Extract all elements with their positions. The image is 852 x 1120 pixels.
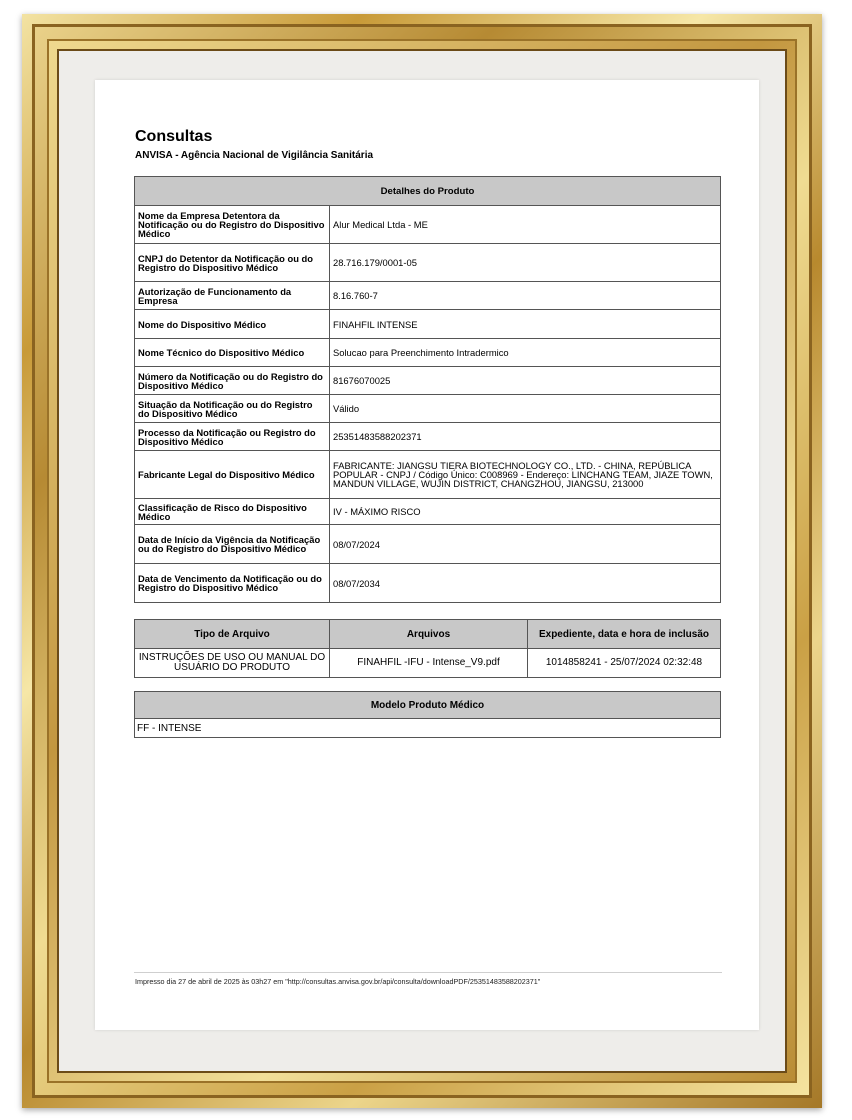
- row-label: Fabricante Legal do Dispositivo Médico: [135, 451, 330, 499]
- file-name-link[interactable]: FINAHFIL -IFU - Intense_V9.pdf: [330, 649, 528, 678]
- file-expedient-cell: 1014858241 - 25/07/2024 02:32:48: [528, 649, 721, 678]
- table-row: [135, 339, 721, 367]
- table-row: [135, 282, 721, 310]
- table-row: [135, 206, 721, 244]
- row-value: FINAHFIL INTENSE: [330, 310, 721, 339]
- files-col-files: Arquivos: [330, 620, 528, 649]
- page-title: Consultas: [135, 128, 213, 145]
- model-heading: Modelo Produto Médico: [135, 692, 721, 719]
- row-value: 25351483588202371: [330, 423, 721, 451]
- row-label: Número da Notificação ou do Registro do Dispositivo Médico: [135, 367, 330, 395]
- row-value: 8.16.760-7: [330, 282, 721, 310]
- table-row: [135, 649, 721, 678]
- row-value: Solucao para Preenchimento Intradermico: [330, 339, 721, 367]
- row-value: 81676070025: [330, 367, 721, 395]
- row-label: Autorização de Funcionamento da Empresa: [135, 282, 330, 310]
- file-type-cell: INSTRUÇÕES DE USO OU MANUAL DO USUÁRIO DO PRODUTO: [135, 649, 330, 678]
- row-label: Classificação de Risco do Dispositivo Médico: [135, 499, 330, 525]
- row-value: 08/07/2024: [330, 525, 721, 564]
- row-label: Nome da Empresa Detentora da Notificação ou do Registro do Dispositivo Médico: [135, 206, 330, 244]
- files-table: [134, 619, 721, 678]
- model-header-row: [135, 692, 721, 719]
- files-header-row: [135, 620, 721, 649]
- row-label: Nome Técnico do Dispositivo Médico: [135, 339, 330, 367]
- model-value: FF - INTENSE: [135, 719, 721, 738]
- row-label: Processo da Notificação ou Registro do Dispositivo Médico: [135, 423, 330, 451]
- row-label: Nome do Dispositivo Médico: [135, 310, 330, 339]
- details-header-row: [135, 177, 721, 206]
- table-row: [135, 451, 721, 499]
- row-label: CNPJ do Detentor da Notificação ou do Registro do Dispositivo Médico: [135, 244, 330, 282]
- table-row: [135, 395, 721, 423]
- model-table: [134, 691, 721, 738]
- row-label: Situação da Notificação ou do Registro do Dispositivo Médico: [135, 395, 330, 423]
- product-details-table: [134, 176, 721, 603]
- row-label: Data de Vencimento da Notificação ou do Registro do Dispositivo Médico: [135, 564, 330, 603]
- page-subtitle: ANVISA - Agência Nacional de Vigilância Sanitária: [135, 150, 374, 161]
- row-label: Data de Início da Vigência da Notificação ou do Registro do Dispositivo Médico: [135, 525, 330, 564]
- table-row: [135, 244, 721, 282]
- files-col-type: Tipo de Arquivo: [135, 620, 330, 649]
- row-value: 08/07/2034: [330, 564, 721, 603]
- row-value: Válido: [330, 395, 721, 423]
- table-row: [135, 564, 721, 603]
- table-row: [135, 499, 721, 525]
- document-page: [95, 80, 759, 1030]
- row-value: 28.716.179/0001-05: [330, 244, 721, 282]
- table-row: [135, 367, 721, 395]
- row-value: FABRICANTE: JIANGSU TIERA BIOTECHNOLOGY CO., LTD. - CHINA, REPÚBLICA POPULAR - CNPJ / Código Único: C008969 - Endereço: LINCHANG TEAM, JIAZE TOWN, MANDUN VILLAGE, WUJIN DISTRICT, CHANGZHOU, JIANGSU, 213000: [330, 451, 721, 499]
- details-heading: Detalhes do Produto: [135, 177, 721, 206]
- print-footer: Impresso dia 27 de abril de 2025 às 03h27 em "http://consultas.anvisa.gov.br/api/consulta/downloadPDF/25351483588202371": [135, 977, 541, 986]
- table-row: [135, 310, 721, 339]
- row-value: IV - MÁXIMO RISCO: [330, 499, 721, 525]
- files-col-expedient: Expediente, data e hora de inclusão: [528, 620, 721, 649]
- row-value: Alur Medical Ltda - ME: [330, 206, 721, 244]
- footer-divider: [134, 972, 722, 973]
- table-row: [135, 525, 721, 564]
- table-row: [135, 423, 721, 451]
- table-row: [135, 719, 721, 738]
